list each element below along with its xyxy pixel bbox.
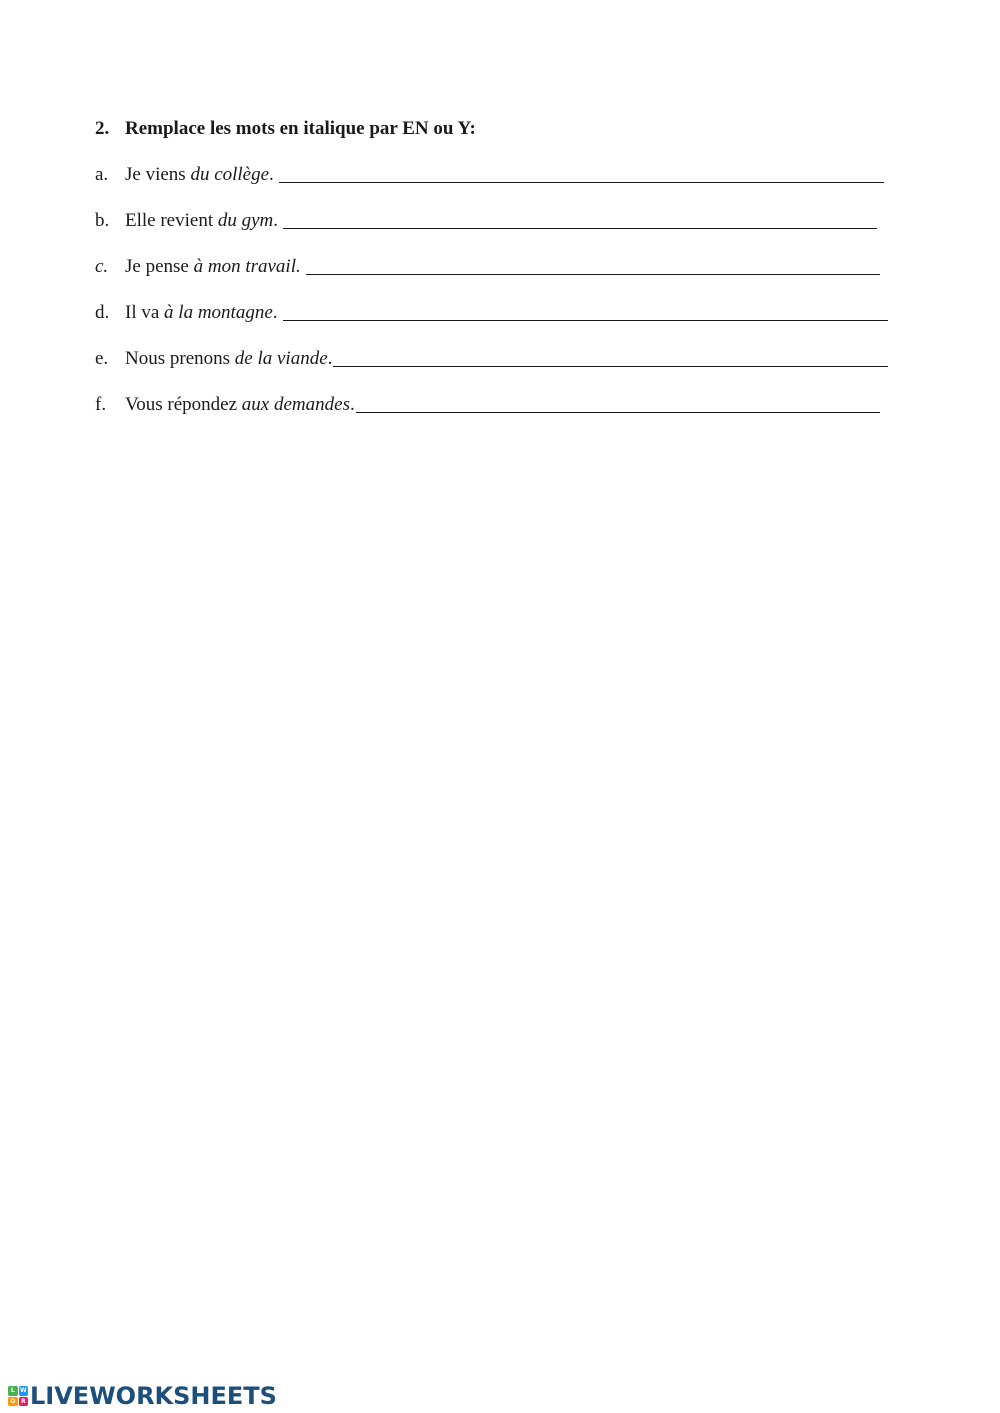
item-phrase: à mon travail. xyxy=(193,256,301,277)
item-letter: a. xyxy=(95,164,109,185)
logo-block-icon: R xyxy=(19,1397,29,1407)
exercise-item-b xyxy=(95,210,877,232)
item-phrase: du collège xyxy=(190,164,270,185)
answer-blank-f[interactable] xyxy=(356,411,880,413)
item-end: . xyxy=(349,394,355,415)
exercise-item-c xyxy=(95,256,880,278)
item-phrase: du gym xyxy=(217,210,274,231)
item-phrase: aux demandes xyxy=(241,394,350,415)
item-text: Vous répondez xyxy=(125,394,238,415)
liveworksheets-logo[interactable] xyxy=(8,1382,277,1410)
answer-blank-d[interactable] xyxy=(283,319,888,321)
item-text: Elle revient xyxy=(125,210,214,231)
item-end: . xyxy=(327,348,333,369)
item-end: . xyxy=(269,164,274,185)
item-letter: b. xyxy=(95,210,110,231)
item-phrase: de la viande xyxy=(234,348,328,369)
exercise-number: 2. xyxy=(95,118,110,139)
answer-blank-a[interactable] xyxy=(279,181,884,183)
logo-block-icon: O xyxy=(8,1397,18,1407)
answer-blank-b[interactable] xyxy=(283,227,877,229)
item-text: Il va xyxy=(125,302,160,323)
item-text: Je viens xyxy=(125,164,186,185)
logo-block-icon: L xyxy=(8,1386,18,1396)
logo-block-icon: W xyxy=(19,1387,27,1394)
item-text: Nous prenons xyxy=(125,348,231,369)
answer-blank-c[interactable] xyxy=(306,273,880,275)
answer-blank-e[interactable] xyxy=(333,365,888,367)
item-text: Je pense xyxy=(125,256,189,277)
item-phrase: à la montagne xyxy=(164,302,273,323)
exercise-item-f xyxy=(95,394,880,416)
item-letter: f. xyxy=(95,394,107,415)
item-letter: d. xyxy=(95,302,110,323)
liveworksheets-logo-icon xyxy=(8,1386,28,1406)
liveworksheets-brand: LIVEWORKSHEETS xyxy=(30,1382,277,1410)
item-letter: e. xyxy=(95,348,109,369)
exercise-title: Remplace les mots en italique par EN ou Y: xyxy=(125,118,476,139)
exercise-item-e xyxy=(95,348,888,370)
item-end: . xyxy=(272,302,278,323)
exercise-item-a xyxy=(95,164,884,186)
item-letter: c. xyxy=(95,256,109,277)
item-end: . xyxy=(273,210,279,231)
exercise-heading xyxy=(95,118,476,140)
exercise-item-d xyxy=(95,302,888,324)
